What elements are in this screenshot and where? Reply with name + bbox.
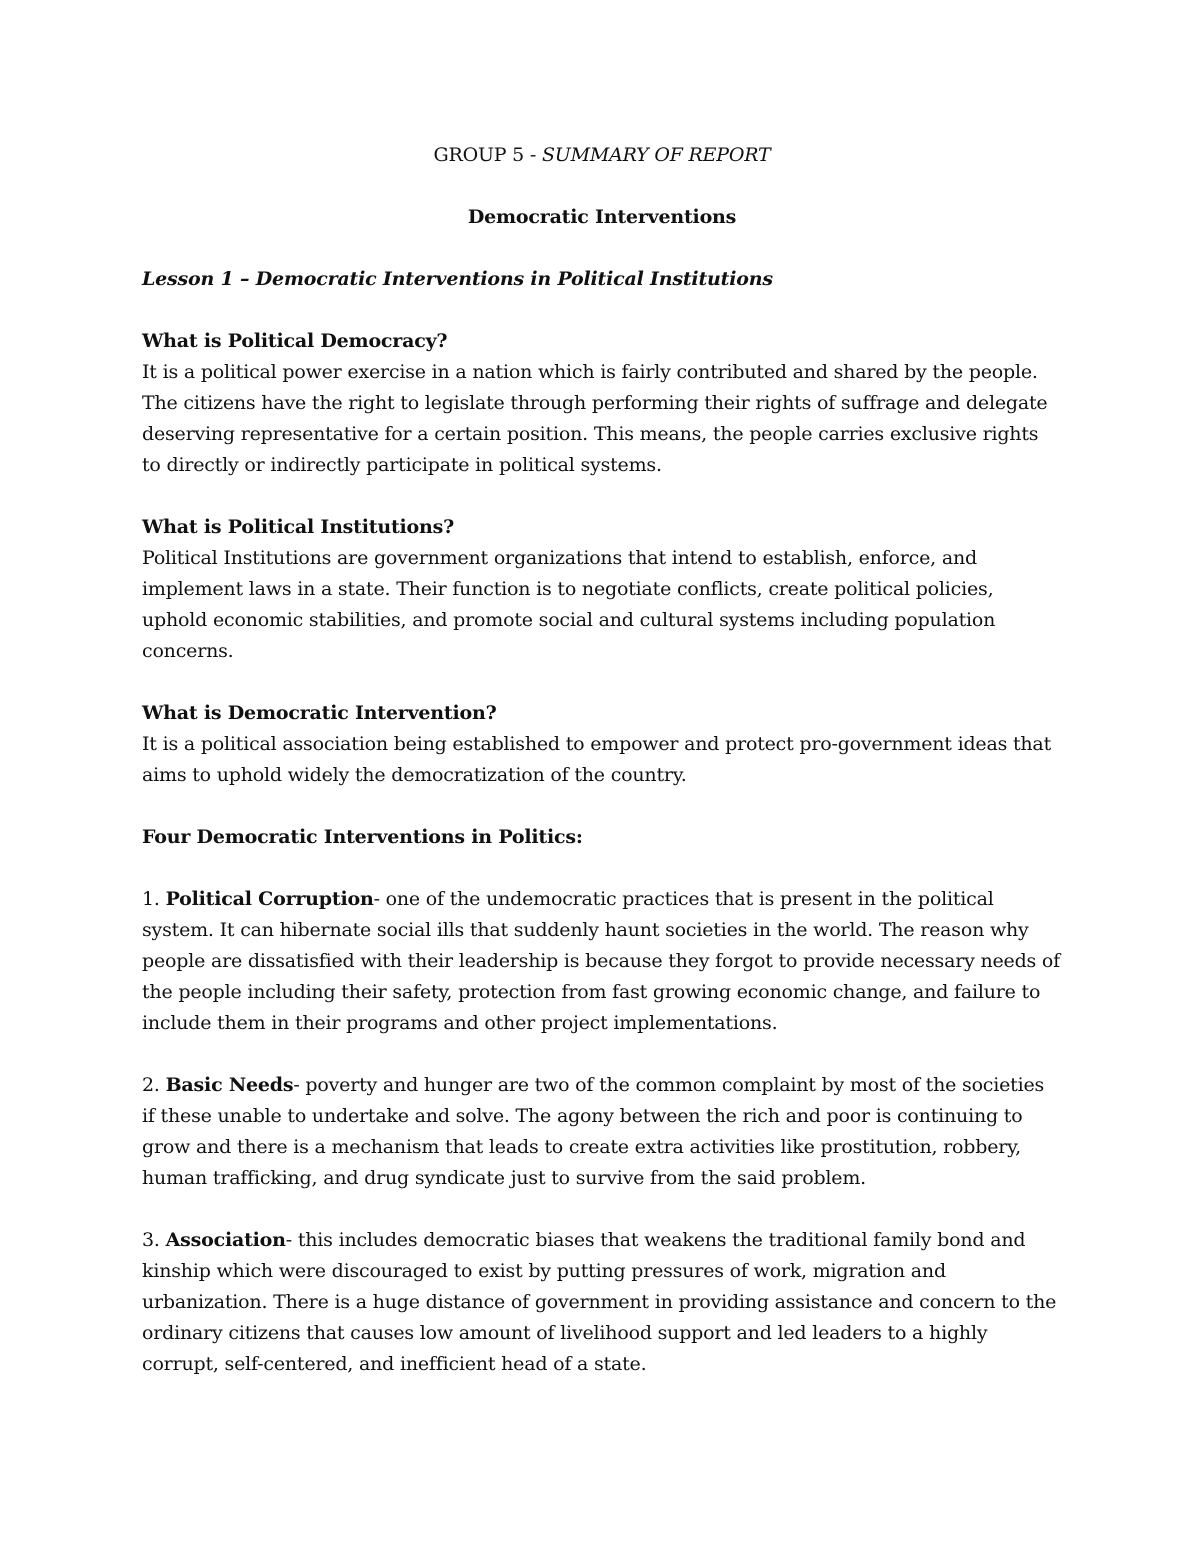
section-body: It is a political association being established to empower and protect pro-government ideas that aims to uphold widely the democratization of the country. — [142, 733, 1051, 786]
report-header — [142, 140, 1062, 171]
section-heading: What is Political Democracy? — [142, 330, 448, 352]
list-heading: Four Democratic Interventions in Politics: — [142, 826, 583, 848]
item-number: 3. — [142, 1229, 166, 1251]
list-item — [142, 884, 1062, 1039]
section-democratic-intervention — [142, 698, 1062, 791]
lesson-heading: Lesson 1 – Democratic Interventions in Political Institutions — [142, 268, 773, 290]
item-term: Association — [165, 1229, 286, 1251]
section-political-democracy — [142, 326, 1062, 481]
group-label: GROUP 5 - — [433, 144, 542, 166]
item-text: - this includes democratic biases that weakens the traditional family bond and kinship which were discouraged to exist by putting pressures of work, migration and urbanization. There is a huge distance of government in providing assistance and concern to the ordinary citizens that causes low amount of livelihood support and led leaders to a highly corrupt, self-centered, and inefficient head of a state. — [142, 1229, 1057, 1375]
list-item — [142, 1225, 1062, 1380]
item-text: - one of the undemocratic practices that is present in the political system. It can hibernate social ills that suddenly haunt societies in the world. The reason why people are dissatisfied with their leadership is because they forgot to provide necessary needs of the people including their safety, protection from fast growing economic change, and failure to include them in their programs and other project implementations. — [142, 888, 1061, 1034]
section-body: It is a political power exercise in a nation which is fairly contributed and shared by the people. The citizens have the right to legislate through performing their rights of suffrage and delegate deserving representative for a certain position. This means, the people carries exclusive rights to directly or indirectly participate in political systems. — [142, 361, 1048, 476]
item-term: Basic Needs — [165, 1074, 294, 1096]
item-term: Political Corruption — [165, 888, 374, 910]
document-title: Democratic Interventions — [467, 206, 737, 228]
document-page — [142, 140, 1062, 1411]
section-body: Political Institutions are government organizations that intend to establish, enforce, and implement laws in a state. Their function is to negotiate conflicts, create political policies, uphold economic stabilities, and promote social and cultural systems including population concerns. — [142, 547, 996, 662]
section-heading: What is Political Institutions? — [142, 516, 455, 538]
item-text: - poverty and hunger are two of the common complaint by most of the societies if these unable to undertake and solve. The agony between the rich and poor is continuing to grow and there is a mechanism that leads to create extra activities like prostitution, robbery, human trafficking, and drug syndicate just to survive from the said problem. — [142, 1074, 1045, 1189]
section-political-institutions — [142, 512, 1062, 667]
item-number: 2. — [142, 1074, 166, 1096]
item-number: 1. — [142, 888, 166, 910]
list-item — [142, 1070, 1062, 1194]
section-heading: What is Democratic Intervention? — [142, 702, 497, 724]
report-subtitle: SUMMARY OF REPORT — [541, 144, 771, 166]
